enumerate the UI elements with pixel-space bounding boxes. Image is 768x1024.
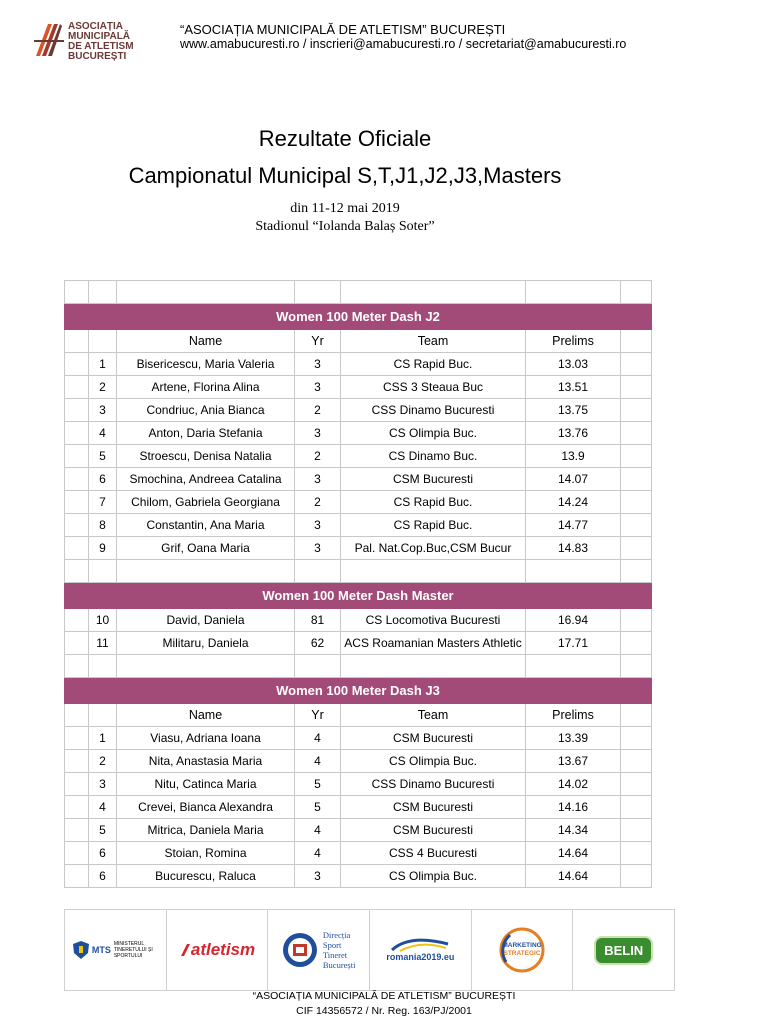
empty-cell bbox=[65, 330, 89, 353]
year-cell: 4 bbox=[295, 819, 341, 842]
col-header-name: Name bbox=[117, 704, 295, 727]
empty-cell bbox=[89, 330, 117, 353]
result-row bbox=[65, 422, 652, 445]
empty-cell bbox=[526, 560, 621, 583]
result-row bbox=[65, 819, 652, 842]
empty-cell bbox=[621, 819, 652, 842]
empty-cell bbox=[621, 865, 652, 888]
empty-cell bbox=[65, 842, 89, 865]
empty-cell bbox=[621, 491, 652, 514]
empty-cell bbox=[65, 422, 89, 445]
section-title: Women 100 Meter Dash J2 bbox=[65, 304, 652, 330]
empty-cell bbox=[65, 865, 89, 888]
place-cell: 5 bbox=[89, 819, 117, 842]
sponsors-bar bbox=[64, 909, 675, 991]
year-cell: 5 bbox=[295, 796, 341, 819]
empty-cell bbox=[621, 842, 652, 865]
prelims-cell: 16.94 bbox=[526, 609, 621, 632]
athlete-name-cell: Crevei, Bianca Alexandra bbox=[117, 796, 295, 819]
sponsor-directia bbox=[268, 910, 370, 990]
empty-cell bbox=[621, 796, 652, 819]
empty-cell bbox=[621, 422, 652, 445]
empty-cell bbox=[621, 376, 652, 399]
header-org-name: “ASOCIAȚIA MUNICIPALĂ DE ATLETISM” BUCUREȘTI bbox=[180, 22, 506, 37]
prelims-cell: 14.07 bbox=[526, 468, 621, 491]
place-cell: 8 bbox=[89, 514, 117, 537]
marketing-line-2: STRATEGIC bbox=[503, 950, 541, 957]
empty-cell bbox=[65, 704, 89, 727]
result-row bbox=[65, 537, 652, 560]
prelims-cell: 13.76 bbox=[526, 422, 621, 445]
sponsor-ministry bbox=[65, 910, 167, 990]
year-cell: 3 bbox=[295, 422, 341, 445]
result-row bbox=[65, 865, 652, 888]
place-cell: 5 bbox=[89, 445, 117, 468]
team-cell: CSM Bucuresti bbox=[341, 468, 526, 491]
section-header bbox=[65, 583, 652, 609]
prelims-cell: 14.77 bbox=[526, 514, 621, 537]
marketing-label bbox=[502, 942, 541, 958]
empty-cell bbox=[621, 281, 652, 304]
page-title: Rezultate Oficiale bbox=[258, 126, 432, 151]
results-table bbox=[64, 280, 652, 888]
team-cell: CSM Bucuresti bbox=[341, 796, 526, 819]
place-cell: 4 bbox=[89, 422, 117, 445]
empty-cell bbox=[65, 281, 89, 304]
team-cell: CS Rapid Buc. bbox=[341, 491, 526, 514]
empty-cell bbox=[65, 796, 89, 819]
year-cell: 4 bbox=[295, 727, 341, 750]
prelims-cell: 14.34 bbox=[526, 819, 621, 842]
event-date: din 11-12 mai 2019 bbox=[290, 201, 400, 216]
team-cell: CS Rapid Buc. bbox=[341, 514, 526, 537]
footer-org-name: “ASOCIAȚIA MUNICIPALĂ DE ATLETISM” BUCUREȘTI bbox=[252, 990, 516, 1002]
empty-cell bbox=[65, 727, 89, 750]
footer-registration: CIF 14356572 / Nr. Reg. 163/PJ/2001 bbox=[296, 1005, 472, 1017]
directia-line-3: Tineret bbox=[322, 950, 348, 960]
team-cell: CS Dinamo Buc. bbox=[341, 445, 526, 468]
result-row bbox=[65, 491, 652, 514]
empty-cell bbox=[526, 281, 621, 304]
empty-cell bbox=[621, 353, 652, 376]
athlete-name-cell: Nita, Anastasia Maria bbox=[117, 750, 295, 773]
empty-cell bbox=[65, 560, 89, 583]
empty-cell bbox=[295, 281, 341, 304]
empty-cell bbox=[89, 560, 117, 583]
col-header-team: Team bbox=[341, 330, 526, 353]
empty-cell bbox=[621, 773, 652, 796]
result-row bbox=[65, 750, 652, 773]
empty-cell bbox=[621, 330, 652, 353]
empty-cell bbox=[65, 491, 89, 514]
empty-cell bbox=[621, 560, 652, 583]
result-row bbox=[65, 842, 652, 865]
result-row bbox=[65, 796, 652, 819]
year-cell: 81 bbox=[295, 609, 341, 632]
place-cell: 3 bbox=[89, 773, 117, 796]
empty-cell bbox=[621, 655, 652, 678]
athlete-name-cell: Chilom, Gabriela Georgiana bbox=[117, 491, 295, 514]
empty-cell bbox=[117, 655, 295, 678]
place-cell: 6 bbox=[89, 842, 117, 865]
empty-cell bbox=[89, 704, 117, 727]
logo-line-2: MUNICIPALĂ bbox=[68, 31, 131, 42]
empty-cell bbox=[341, 560, 526, 583]
col-header-name: Name bbox=[117, 330, 295, 353]
empty-cell bbox=[621, 537, 652, 560]
empty-cell bbox=[621, 399, 652, 422]
athlete-name-cell: Smochina, Andreea Catalina bbox=[117, 468, 295, 491]
athlete-name-cell: Constantin, Ana Maria bbox=[117, 514, 295, 537]
ministry-label: MINISTERUL TINERETULUI ȘI SPORTULUI bbox=[113, 941, 153, 959]
athlete-name-cell: Stroescu, Denisa Natalia bbox=[117, 445, 295, 468]
athlete-name-cell: Bisericescu, Maria Valeria bbox=[117, 353, 295, 376]
prelims-cell: 14.24 bbox=[526, 491, 621, 514]
col-header-yr: Yr bbox=[295, 330, 341, 353]
team-cell: CS Locomotiva Bucuresti bbox=[341, 609, 526, 632]
col-header-yr: Yr bbox=[295, 704, 341, 727]
place-cell: 1 bbox=[89, 353, 117, 376]
athlete-name-cell: Condriuc, Ania Bianca bbox=[117, 399, 295, 422]
year-cell: 2 bbox=[295, 399, 341, 422]
prelims-cell: 17.71 bbox=[526, 632, 621, 655]
section-header bbox=[65, 678, 652, 704]
section-title: Women 100 Meter Dash J3 bbox=[65, 678, 652, 704]
marketing-line-1: MARKETING bbox=[502, 942, 542, 949]
runner-icon bbox=[179, 942, 191, 958]
empty-cell bbox=[65, 376, 89, 399]
team-cell: ACS Roamanian Masters Athletic bbox=[341, 632, 526, 655]
athlete-name-cell: Artene, Florina Alina bbox=[117, 376, 295, 399]
empty-cell bbox=[65, 632, 89, 655]
place-cell: 11 bbox=[89, 632, 117, 655]
year-cell: 3 bbox=[295, 353, 341, 376]
empty-cell bbox=[621, 727, 652, 750]
prelims-cell: 13.67 bbox=[526, 750, 621, 773]
prelims-cell: 13.51 bbox=[526, 376, 621, 399]
year-cell: 3 bbox=[295, 376, 341, 399]
spacer-row bbox=[65, 560, 652, 583]
athlete-name-cell: Nitu, Catinca Maria bbox=[117, 773, 295, 796]
empty-cell bbox=[341, 281, 526, 304]
athlete-name-cell: Viasu, Adriana Ioana bbox=[117, 727, 295, 750]
empty-cell bbox=[341, 655, 526, 678]
section-header bbox=[65, 304, 652, 330]
place-cell: 6 bbox=[89, 468, 117, 491]
association-logo bbox=[34, 22, 134, 60]
team-cell: Pal. Nat.Cop.Buc,CSM Bucur bbox=[341, 537, 526, 560]
team-cell: CS Olimpia Buc. bbox=[341, 422, 526, 445]
athlete-name-cell: Bucurescu, Raluca bbox=[117, 865, 295, 888]
sponsor-atletism bbox=[167, 910, 269, 990]
empty-cell bbox=[65, 468, 89, 491]
logo-line-1: ASOCIAȚIA bbox=[68, 21, 123, 32]
year-cell: 3 bbox=[295, 468, 341, 491]
prelims-cell: 13.39 bbox=[526, 727, 621, 750]
empty-cell bbox=[65, 514, 89, 537]
empty-cell bbox=[295, 655, 341, 678]
logo-text bbox=[68, 22, 134, 62]
empty-cell bbox=[621, 514, 652, 537]
col-header-prelims: Prelims bbox=[526, 704, 621, 727]
belin-logo: BELIN bbox=[594, 936, 653, 965]
empty-cell bbox=[621, 609, 652, 632]
year-cell: 62 bbox=[295, 632, 341, 655]
sponsor-romania2019 bbox=[370, 910, 472, 990]
year-cell: 3 bbox=[295, 514, 341, 537]
empty-cell bbox=[89, 655, 117, 678]
directia-label bbox=[323, 930, 356, 970]
romania2019-label: romania2019.eu bbox=[386, 952, 455, 962]
place-cell: 3 bbox=[89, 399, 117, 422]
logo-line-4: BUCUREȘTI bbox=[68, 51, 127, 62]
empty-cell bbox=[621, 632, 652, 655]
result-row bbox=[65, 353, 652, 376]
team-cell: CSS 3 Steaua Buc bbox=[341, 376, 526, 399]
athlete-name-cell: David, Daniela bbox=[117, 609, 295, 632]
logo-line-3: DE ATLETISM bbox=[68, 41, 134, 52]
empty-cell bbox=[621, 468, 652, 491]
sponsor-belin bbox=[573, 910, 674, 990]
directia-line-4: București bbox=[322, 960, 356, 970]
team-cell: CS Olimpia Buc. bbox=[341, 865, 526, 888]
team-cell: CSM Bucuresti bbox=[341, 727, 526, 750]
logo-stripes-icon bbox=[34, 22, 64, 58]
team-cell: CS Olimpia Buc. bbox=[341, 750, 526, 773]
athlete-name-cell: Militaru, Daniela bbox=[117, 632, 295, 655]
prelims-cell: 13.9 bbox=[526, 445, 621, 468]
result-row bbox=[65, 632, 652, 655]
empty-cell bbox=[621, 704, 652, 727]
year-cell: 4 bbox=[295, 842, 341, 865]
directia-line-1: Direcția bbox=[322, 930, 351, 940]
athlete-name-cell: Grif, Oana Maria bbox=[117, 537, 295, 560]
prelims-cell: 13.03 bbox=[526, 353, 621, 376]
result-row bbox=[65, 727, 652, 750]
place-cell: 2 bbox=[89, 750, 117, 773]
place-cell: 4 bbox=[89, 796, 117, 819]
empty-cell bbox=[65, 655, 89, 678]
col-header-team: Team bbox=[341, 704, 526, 727]
year-cell: 3 bbox=[295, 865, 341, 888]
athlete-name-cell: Stoian, Romina bbox=[117, 842, 295, 865]
team-cell: CSS 4 Bucuresti bbox=[341, 842, 526, 865]
dstb-seal-icon bbox=[282, 932, 318, 968]
year-cell: 4 bbox=[295, 750, 341, 773]
empty-cell bbox=[65, 537, 89, 560]
athlete-name-cell: Anton, Daria Stefania bbox=[117, 422, 295, 445]
romania-crest-icon bbox=[73, 941, 89, 959]
spacer-row bbox=[65, 655, 652, 678]
championship-title: Campionatul Municipal S,T,J1,J2,J3,Masters bbox=[128, 163, 562, 188]
empty-cell bbox=[621, 750, 652, 773]
year-cell: 2 bbox=[295, 491, 341, 514]
result-row bbox=[65, 514, 652, 537]
spacer-row bbox=[65, 281, 652, 304]
team-cell: CS Rapid Buc. bbox=[341, 353, 526, 376]
result-row bbox=[65, 399, 652, 422]
empty-cell bbox=[65, 353, 89, 376]
results-body bbox=[65, 281, 652, 888]
empty-cell bbox=[65, 399, 89, 422]
prelims-cell: 14.64 bbox=[526, 842, 621, 865]
empty-cell bbox=[65, 609, 89, 632]
empty-cell bbox=[295, 560, 341, 583]
atletism-logo: atletism bbox=[190, 940, 256, 959]
eu-presidency-icon bbox=[390, 938, 450, 952]
empty-cell bbox=[526, 655, 621, 678]
prelims-cell: 13.75 bbox=[526, 399, 621, 422]
year-cell: 3 bbox=[295, 537, 341, 560]
column-header-row bbox=[65, 704, 652, 727]
col-header-prelims: Prelims bbox=[526, 330, 621, 353]
empty-cell bbox=[65, 445, 89, 468]
sponsor-marketing bbox=[472, 910, 574, 990]
empty-cell bbox=[65, 773, 89, 796]
place-cell: 1 bbox=[89, 727, 117, 750]
prelims-cell: 14.02 bbox=[526, 773, 621, 796]
result-row bbox=[65, 445, 652, 468]
result-row bbox=[65, 376, 652, 399]
header-links[interactable]: www.amabucuresti.ro / inscrieri@amabucuresti.ro / secretariat@amabucuresti.ro bbox=[180, 37, 627, 51]
prelims-cell: 14.16 bbox=[526, 796, 621, 819]
empty-cell bbox=[65, 819, 89, 842]
team-cell: CSM Bucuresti bbox=[341, 819, 526, 842]
team-cell: CSS Dinamo Bucuresti bbox=[341, 399, 526, 422]
result-row bbox=[65, 773, 652, 796]
result-row bbox=[65, 468, 652, 491]
empty-cell bbox=[117, 560, 295, 583]
year-cell: 2 bbox=[295, 445, 341, 468]
section-title: Women 100 Meter Dash Master bbox=[65, 583, 652, 609]
event-venue: Stadionul “Iolanda Balaș Soter” bbox=[255, 219, 435, 234]
prelims-cell: 14.64 bbox=[526, 865, 621, 888]
empty-cell bbox=[117, 281, 295, 304]
place-cell: 7 bbox=[89, 491, 117, 514]
place-cell: 6 bbox=[89, 865, 117, 888]
empty-cell bbox=[65, 750, 89, 773]
year-cell: 5 bbox=[295, 773, 341, 796]
athlete-name-cell: Mitrica, Daniela Maria bbox=[117, 819, 295, 842]
place-cell: 2 bbox=[89, 376, 117, 399]
mts-mark: MTS bbox=[91, 945, 111, 955]
column-header-row bbox=[65, 330, 652, 353]
team-cell: CSS Dinamo Bucuresti bbox=[341, 773, 526, 796]
place-cell: 9 bbox=[89, 537, 117, 560]
prelims-cell: 14.83 bbox=[526, 537, 621, 560]
empty-cell bbox=[621, 445, 652, 468]
result-row bbox=[65, 609, 652, 632]
empty-cell bbox=[89, 281, 117, 304]
directia-line-2: Sport bbox=[322, 940, 342, 950]
place-cell: 10 bbox=[89, 609, 117, 632]
